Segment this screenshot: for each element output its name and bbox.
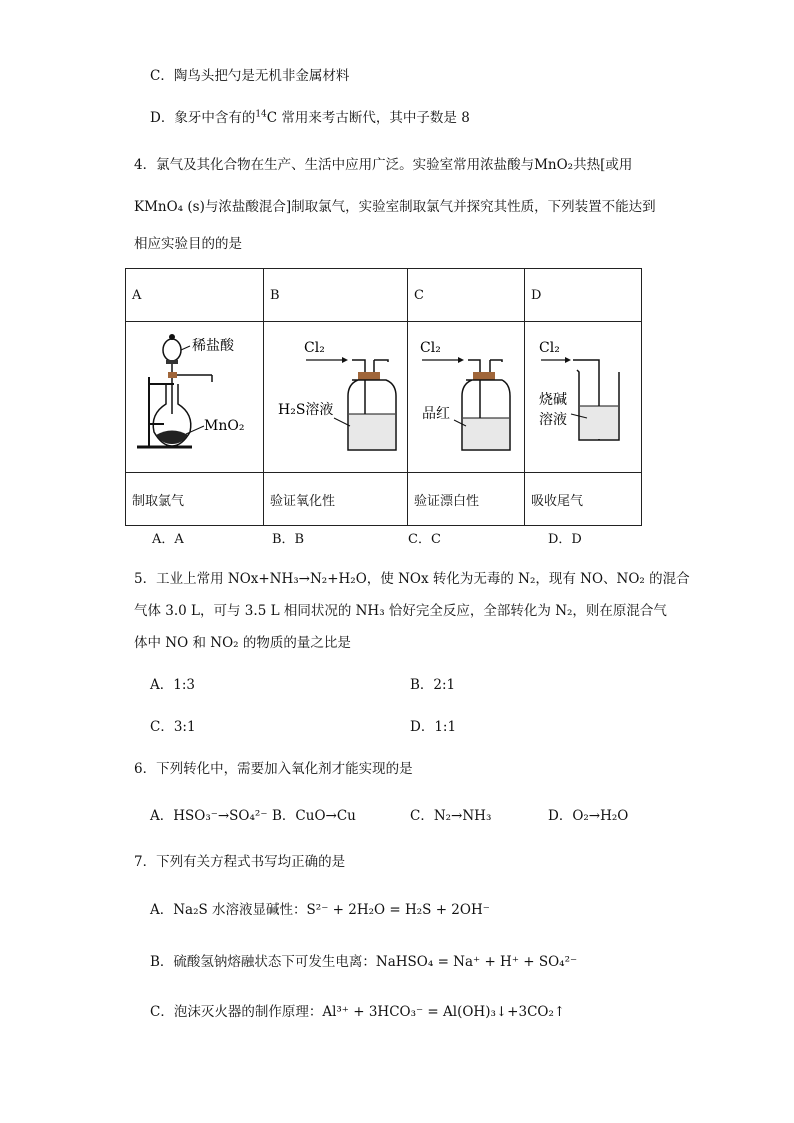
beaker-d-figure bbox=[531, 322, 635, 468]
apparatus-c bbox=[408, 322, 525, 473]
apparatus-table bbox=[125, 268, 642, 526]
label-hydrochloric-acid: 稀盐酸 bbox=[192, 338, 234, 354]
caption-c: 验证漂白性 bbox=[408, 473, 525, 526]
label-cl2-c: Cl₂ bbox=[420, 340, 441, 356]
q5-option-c[interactable]: C．3:1 bbox=[150, 719, 196, 735]
apparatus-b bbox=[264, 322, 408, 473]
option-d-prev bbox=[150, 108, 470, 128]
q5-option-b[interactable]: B．2:1 bbox=[410, 677, 456, 693]
label-solution: 溶液 bbox=[539, 412, 567, 428]
apparatus-a bbox=[126, 322, 264, 473]
label-cl2-d: Cl₂ bbox=[539, 340, 560, 356]
gas-bottle-c-figure bbox=[414, 322, 518, 468]
q6-option-b[interactable]: B．CuO→Cu bbox=[272, 808, 356, 824]
q4-answer-d[interactable]: D．D bbox=[548, 532, 582, 547]
q4-line-2: KMnO₄ (s)与浓盐酸混合]制取氯气，实验室制取氯气并探究其性质，下列装置不能达到 bbox=[134, 199, 656, 215]
option-c-prev: C．陶鸟头把勺是无机非金属材料 bbox=[150, 68, 350, 84]
q5-option-a[interactable]: A．1:3 bbox=[150, 677, 195, 693]
option-d-prefix: D．象牙中含有的 bbox=[150, 110, 256, 126]
label-magenta-dye: 品红 bbox=[422, 406, 450, 422]
label-mno2: MnO₂ bbox=[204, 418, 245, 434]
header-b: B bbox=[264, 269, 408, 322]
header-d: D bbox=[525, 269, 642, 322]
label-caustic-soda: 烧碱 bbox=[539, 392, 567, 408]
q4-line-1: 4．氯气及其化合物在生产、生活中应用广泛。实验室常用浓盐酸与MnO₂共热[或用 bbox=[134, 157, 633, 173]
q6-option-a[interactable]: A．HSO₃⁻→SO₄²⁻ bbox=[150, 808, 268, 824]
q5-line-1: 5．工业上常用 NOx+NH₃→N₂+H₂O，使 NOx 转化为无毒的 N₂，现有 NO、NO₂ 的混合 bbox=[134, 571, 690, 587]
caption-b: 验证氧化性 bbox=[264, 473, 408, 526]
label-cl2-b: Cl₂ bbox=[304, 340, 325, 356]
q4-answer-b[interactable]: B．B bbox=[272, 532, 305, 547]
header-a: A bbox=[126, 269, 264, 322]
q4-line-3: 相应实验目的的是 bbox=[134, 236, 242, 252]
q4-answer-c[interactable]: C．C bbox=[408, 532, 441, 547]
q7-line: 7．下列有关方程式书写均正确的是 bbox=[134, 854, 346, 870]
q7-option-b[interactable]: B．硫酸氢钠熔融状态下可发生电离：NaHSO₄ = Na⁺ + H⁺ + SO₄²⁻ bbox=[150, 954, 578, 970]
q5-line-3: 体中 NO 和 NO₂ 的物质的量之比是 bbox=[134, 635, 351, 651]
q7-option-c[interactable]: C．泡沫灭火器的制作原理：Al³⁺ + 3HCO₃⁻ = Al(OH)₃↓+3CO₂↑ bbox=[150, 1004, 566, 1020]
caption-d: 吸收尾气 bbox=[525, 473, 642, 526]
option-d-suffix: C 常用来考古断代，其中子数是 8 bbox=[266, 110, 470, 126]
mass-number: 14 bbox=[255, 109, 267, 120]
gas-bottle-b-figure bbox=[270, 322, 401, 468]
header-c: C bbox=[408, 269, 525, 322]
q6-option-c[interactable]: C．N₂→NH₃ bbox=[410, 808, 492, 824]
q5-option-d[interactable]: D．1:1 bbox=[410, 719, 457, 735]
q4-answer-a[interactable]: A．A bbox=[152, 532, 184, 547]
q5-line-2: 气体 3.0 L，可与 3.5 L 相同状况的 NH₃ 恰好完全反应，全部转化为 N₂，则在原混合气 bbox=[134, 603, 667, 619]
apparatus-d bbox=[525, 322, 642, 473]
caption-a: 制取氯气 bbox=[126, 473, 264, 526]
label-h2s-solution: H₂S溶液 bbox=[278, 402, 334, 418]
q7-option-a[interactable]: A．Na₂S 水溶液显碱性：S²⁻ + 2H₂O = H₂S + 2OH⁻ bbox=[150, 902, 490, 918]
flask-funnel-figure bbox=[132, 322, 257, 468]
q6-line: 6．下列转化中，需要加入氧化剂才能实现的是 bbox=[134, 761, 413, 777]
q6-option-d[interactable]: D．O₂→H₂O bbox=[548, 808, 629, 824]
